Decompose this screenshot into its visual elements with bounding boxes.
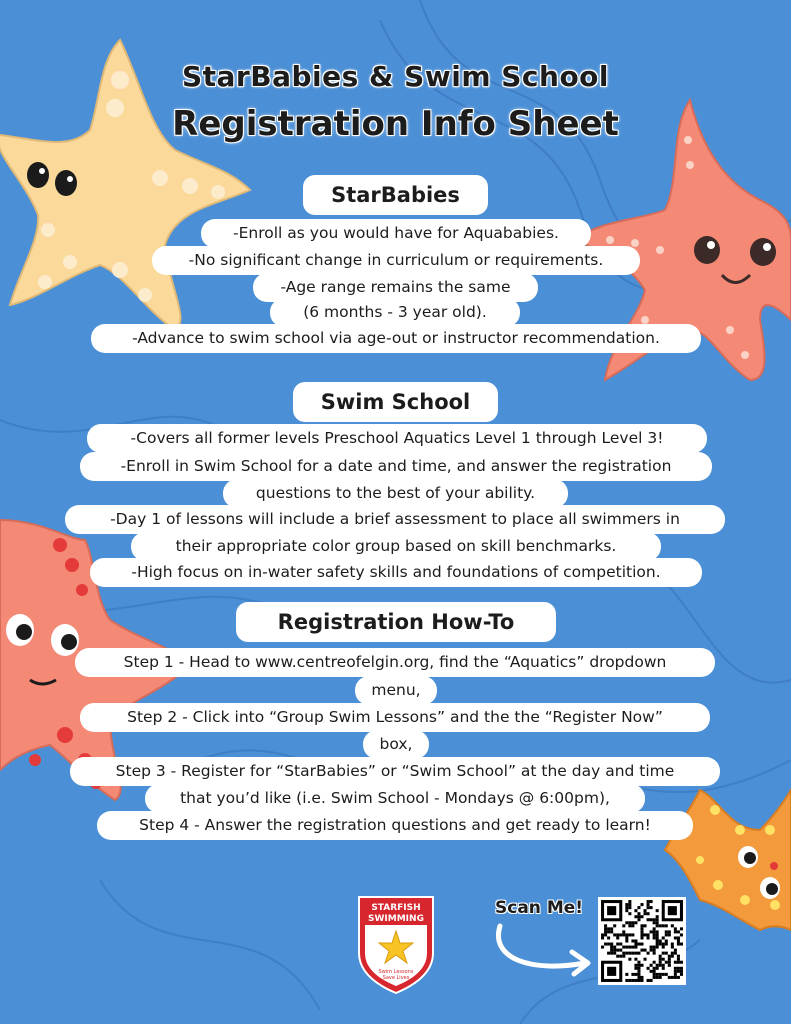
howto-heading: Registration How-To xyxy=(236,602,556,642)
swim-school-line: questions to the best of your ability. xyxy=(223,479,568,508)
page-subtitle: Registration Info Sheet xyxy=(172,104,619,144)
howto-line: box, xyxy=(363,730,429,759)
howto-line: Step 3 - Register for “StarBabies” or “Swim School” at the day and time xyxy=(70,757,720,786)
starbabies-line: -No significant change in curriculum or requirements. xyxy=(152,246,640,275)
logo-line2: SWIMMING xyxy=(368,914,424,924)
page-title: StarBabies & Swim School xyxy=(181,60,610,93)
starbabies-line: -Age range remains the same xyxy=(253,273,538,302)
qr-code[interactable] xyxy=(598,897,686,985)
howto-line: Step 2 - Click into “Group Swim Lessons” and the the “Register Now” xyxy=(80,703,710,732)
swim-school-line: -Enroll in Swim School for a date and time, and answer the registration xyxy=(80,452,712,481)
swim-school-heading: Swim School xyxy=(293,382,498,422)
logo-line1: STARFISH xyxy=(371,903,421,913)
scan-label: Scan Me! xyxy=(495,898,584,918)
starbabies-heading: StarBabies xyxy=(303,175,488,215)
starbabies-line: -Advance to swim school via age-out or instructor recommendation. xyxy=(91,324,701,353)
swim-school-line: their appropriate color group based on skill benchmarks. xyxy=(131,532,661,561)
starbabies-line: (6 months - 3 year old). xyxy=(270,298,520,327)
howto-line: Step 4 - Answer the registration questions and get ready to learn! xyxy=(97,811,693,840)
howto-line: that you’d like (i.e. Swim School - Mondays @ 6:00pm), xyxy=(145,784,645,813)
howto-line: menu, xyxy=(355,676,437,705)
howto-line: Step 1 - Head to www.centreofelgin.org, find the “Aquatics” dropdown xyxy=(75,648,715,677)
logo-tagline1: Swim Lessons xyxy=(378,969,414,975)
swim-school-line: -Covers all former levels Preschool Aquatics Level 1 through Level 3! xyxy=(87,424,707,453)
starfish-swimming-logo xyxy=(355,893,437,995)
starbabies-line: -Enroll as you would have for Aquababies. xyxy=(201,219,591,248)
swim-school-line: -Day 1 of lessons will include a brief assessment to place all swimmers in xyxy=(65,505,725,534)
swim-school-line: -High focus on in-water safety skills and foundations of competition. xyxy=(90,558,702,587)
logo-tagline2: Save Lives xyxy=(382,975,410,981)
arrow-icon xyxy=(490,918,600,978)
